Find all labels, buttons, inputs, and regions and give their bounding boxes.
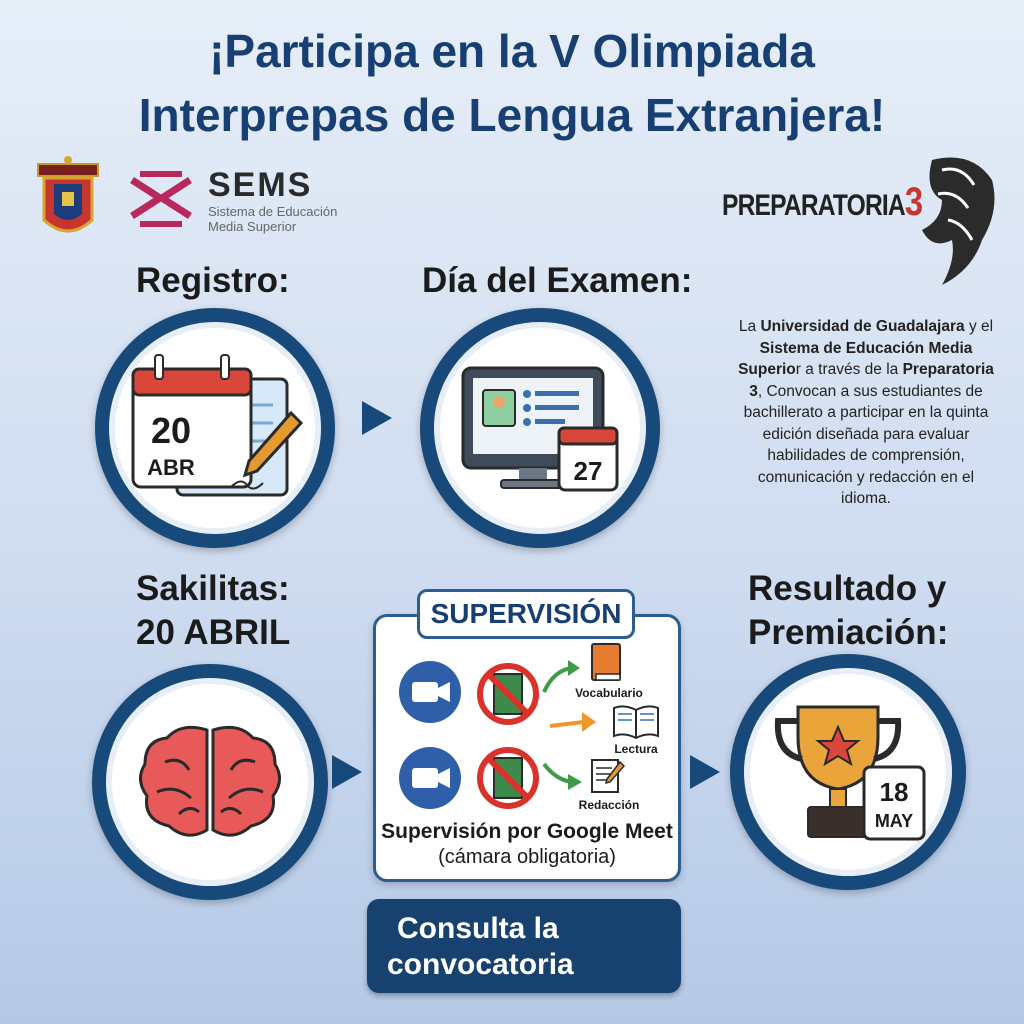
sems-logo-subtitle-2: Media Superior [208,219,297,234]
prepa-logo-number: 3 [904,180,923,224]
prohibited-book-icon [474,660,542,733]
sems-logo-name: SEMS [208,166,313,204]
registro-circle [95,308,335,548]
consulta-convocatoria-button[interactable] [367,899,681,993]
resultado-circle [730,654,966,890]
camera-icon-2 [398,746,462,815]
arrow-registro-examen [362,401,392,435]
examen-circle [420,308,660,548]
description-bold-3: Preparatoria 3 [749,361,994,400]
description-text [738,316,994,510]
university-shield-icon [36,154,100,244]
page-title-line2: Interprepas de Lengua Extranjera! [138,89,886,141]
book-icon [588,642,624,689]
notepad-icon [590,756,626,801]
prepa-logo [722,180,922,225]
description-part-4: , Convocan a sus estudiantes de bachillerato a participar en la quinta edición diseñada para evaluar habilidades de comprensión, comunicación y redacción en el idioma. [743,382,989,507]
description-bold-1: Universidad de Guadalajara [760,318,965,335]
description-part-3: r a través de la [795,361,903,378]
examen-label: Día del Examen: [422,261,693,300]
monitor-icon [455,358,625,498]
cta-line1: Consulta la [397,912,559,945]
vocabulario-label: Vocabulario [575,686,643,700]
prepa-logo-name: PREPARATORIA [722,189,905,222]
supervision-title: SUPERVISIÓN [417,589,635,639]
sakilitas-label-1: Sakilitas: [136,569,290,608]
sakilitas-circle [92,664,328,900]
arrow-sakilitas-supervision [332,755,362,789]
orange-arrow-icon [548,710,598,741]
registro-label: Registro: [136,261,290,300]
description-bold-2: Sistema de Educación Media Superio [738,339,973,378]
sems-logo-subtitle-1: Sistema de Educación [208,204,338,219]
meet-camera-required-text: (cámara obligatoria) [438,846,616,868]
examen-day: 27 [573,456,603,486]
registro-month: ABR [147,455,195,480]
description-part-1: La [738,318,761,335]
sakilitas-label-2: 20 ABRIL [136,613,291,652]
resultado-month: MAY [874,811,914,831]
camera-icon [398,660,462,729]
cta-line2: convocatoria [387,948,574,981]
resultado-label-1: Resultado y [748,569,947,608]
resultado-label-2: Premiación: [748,613,949,652]
lectura-label: Lectura [614,742,658,756]
lion-icon [912,150,1000,290]
resultado-day: 18 [879,777,909,807]
sems-knot-icon [126,168,196,230]
meet-supervision-text: Supervisión por Google Meet [381,820,673,843]
redaccion-label: Redacción [578,798,640,812]
brain-icon [135,722,285,842]
green-arrow-icon-2 [540,758,584,797]
prohibited-book-icon-2 [474,744,542,817]
trophy-icon [768,697,928,847]
description-part-2: y el [964,318,994,335]
arrow-supervision-resultado [690,755,720,789]
calendar-icon [125,353,305,503]
page-title-line1: ¡Participa en la V Olimpiada [209,25,815,77]
registro-day: 20 [150,410,192,451]
open-book-icon [612,704,660,745]
